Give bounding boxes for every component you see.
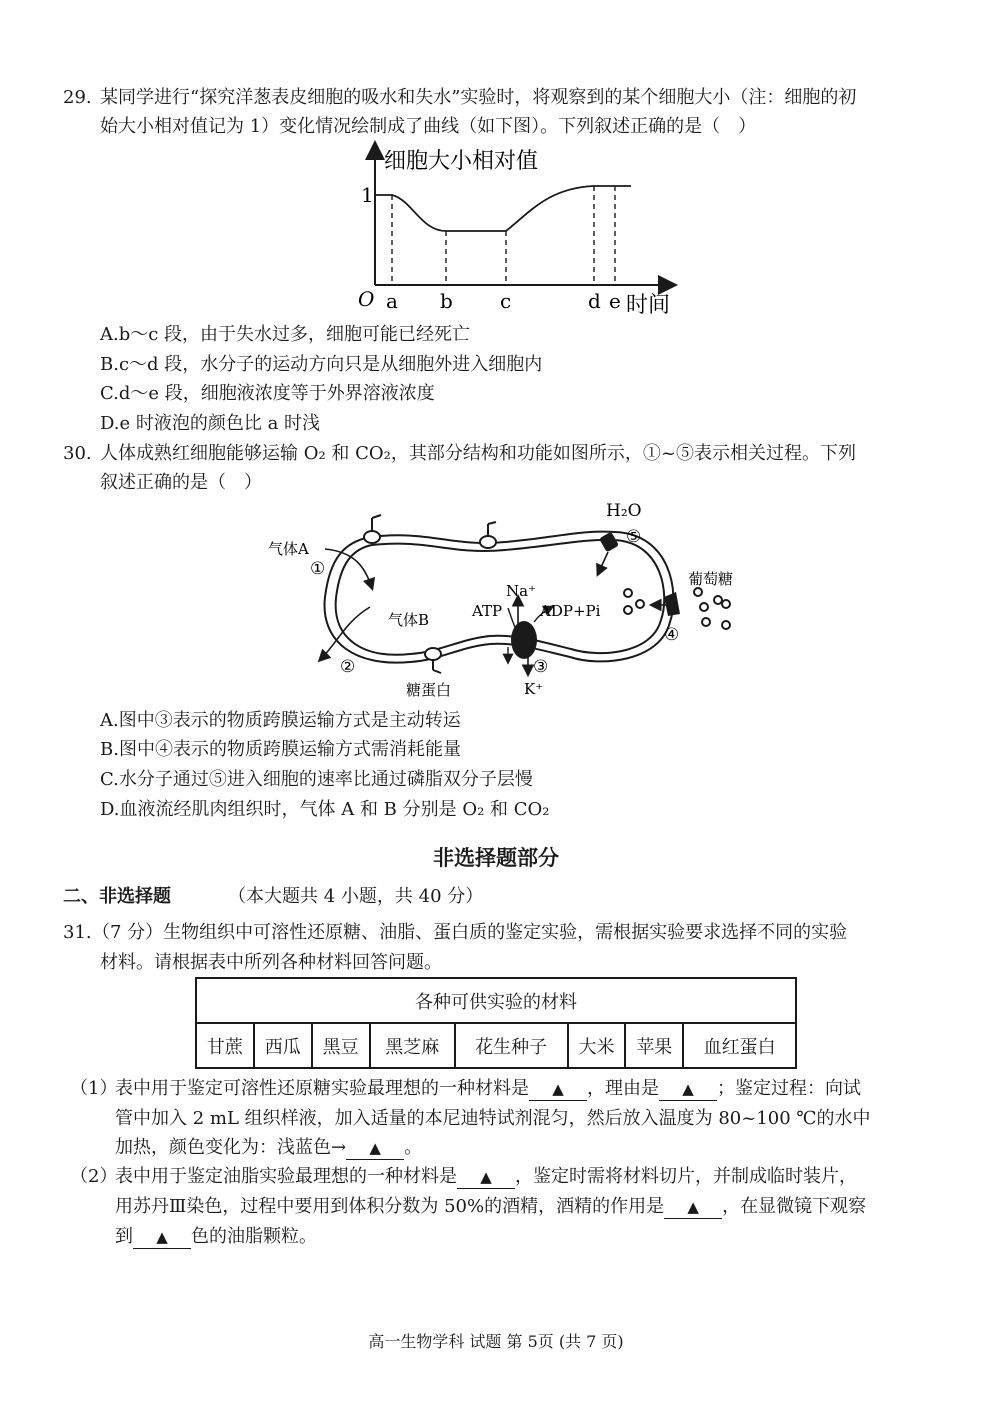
material-cell: 大米: [568, 1023, 626, 1068]
answer-blank[interactable]: [457, 1166, 515, 1189]
materials-table: [195, 977, 797, 1069]
red-blood-cell-diagram: [260, 492, 760, 702]
blank-marker: ▲: [480, 1168, 492, 1186]
glycoprotein-label: 糖蛋白: [406, 681, 452, 699]
q31-sub2-text-a: 表中用于鉴定油脂实验最理想的一种材料是: [115, 1166, 457, 1187]
q31-sub1-number: （1）: [70, 1078, 118, 1099]
glucose-transporter: [664, 592, 680, 616]
x-axis-label: 时间: [626, 293, 671, 318]
answer-blank[interactable]: [346, 1137, 404, 1160]
q31-sub1-text-a: 表中用于鉴定可溶性还原糖实验最理想的一种材料是: [115, 1078, 529, 1099]
gas-b-label: 气体B: [388, 611, 430, 629]
q30-option-b: B.图中④表示的物质跨膜运输方式需消耗能量: [100, 739, 461, 760]
materials-row: [196, 1023, 796, 1068]
gas-a-label: 气体A: [268, 540, 309, 558]
x-tick-label-c: c: [500, 289, 512, 313]
atp-label: ATP: [472, 602, 503, 620]
q29-option-d: D.e 时液泡的颜色比 a 时浅: [100, 413, 321, 434]
answer-blank[interactable]: [133, 1226, 191, 1249]
answer-blank[interactable]: [664, 1196, 722, 1219]
water-label: H₂O: [606, 501, 642, 521]
glycoprotein-bottom: [425, 648, 441, 673]
q30-stem-line2: 叙述正确的是（ ）: [100, 472, 262, 493]
material-cell: 黑芝麻: [370, 1023, 455, 1068]
q31-sub1-line3: [115, 1136, 422, 1160]
q31-stem-line2: 材料。请根据表中所列各种材料回答问题。: [100, 952, 442, 973]
y-tick-label: 1: [361, 183, 374, 207]
q29-stem-line2: 始大小相对值记为 1）变化情况绘制成了曲线（如下图）。下列叙述正确的是（ ）: [100, 116, 757, 137]
q29-option-b: B.c～d 段，水分子的运动方向只是从细胞外进入细胞内: [100, 354, 543, 375]
q31-sub1-text-d: 加热，颜色变化为：浅蓝色→: [115, 1137, 347, 1158]
water-arrow: [598, 552, 608, 574]
cell-membrane-inner: [336, 540, 665, 655]
section-title: 非选择题部分: [433, 846, 559, 870]
x-tick-label-d: d: [588, 289, 601, 313]
water-channel: [599, 532, 619, 553]
glucose-label: 葡萄糖: [688, 570, 734, 588]
glycoprotein-top-left: [364, 515, 381, 543]
q31-sub2-text-f: 色的油脂颗粒。: [191, 1226, 317, 1247]
q31-stem-line1: （7 分）生物组织中可溶性还原糖、油脂、蛋白质的鉴定实验，需根据实验要求选择不同的实验: [92, 922, 848, 943]
process-3-label: ③: [533, 657, 549, 677]
q31-sub2-line3: [115, 1225, 317, 1249]
adp-label: ADP+Pi: [540, 602, 601, 620]
material-cell: 血红蛋白: [683, 1023, 796, 1068]
q31-sub2-line1: [115, 1165, 857, 1189]
q30-option-a: A.图中③表示的物质跨膜运输方式是主动转运: [100, 710, 461, 731]
answer-blank[interactable]: [529, 1078, 587, 1101]
question-number-31: 31.: [63, 922, 92, 943]
q31-sub1-line1: [115, 1077, 861, 1101]
na-label: Na⁺: [506, 582, 536, 600]
q30-option-c: C.水分子通过⑤进入细胞的速率比通过磷脂双分子层慢: [100, 769, 533, 790]
cell-size-curve: [375, 186, 631, 231]
q31-sub1-text-b: ，理由是: [587, 1078, 659, 1099]
blank-marker: ▲: [687, 1198, 699, 1216]
material-cell: 苹果: [625, 1023, 683, 1068]
material-cell: 黑豆: [312, 1023, 370, 1068]
section-heading: 二、非选择题: [63, 886, 171, 907]
process-2-label: ②: [340, 657, 356, 677]
x-tick-label-e: e: [609, 289, 621, 313]
question-number-30: 30.: [63, 443, 92, 464]
section-note: （本大题共 4 小题，共 40 分）: [228, 886, 484, 907]
q31-sub2-text-b: ，鉴定时需将材料切片，并制成临时装片，: [515, 1166, 857, 1187]
q31-sub1-text-e: 。: [404, 1137, 423, 1158]
q30-option-d: D.血液流经肌肉组织时，气体 A 和 B 分别是 O₂ 和 CO₂: [100, 799, 550, 820]
answer-blank[interactable]: [659, 1078, 717, 1101]
q29-option-c: C.d～e 段，细胞液浓度等于外界溶液浓度: [100, 383, 435, 404]
q29-option-a: A.b～c 段，由于失水过多，细胞可能已经死亡: [100, 324, 471, 345]
page-footer: 高一生物学科 试题 第 5页 (共 7 页): [368, 1332, 624, 1351]
k-label: K⁺: [524, 680, 544, 698]
x-tick-label-b: b: [440, 289, 453, 313]
material-cell: 甘蔗: [196, 1023, 254, 1068]
question-number-29: 29.: [63, 87, 92, 108]
q30-stem-line1: 人体成熟红细胞能够运输 O₂ 和 CO₂，其部分结构和功能如图所示，①~⑤表示相关过程。下列: [100, 443, 856, 464]
q31-sub2-number: （2）: [70, 1166, 118, 1187]
q31-sub2-text-c: 用苏丹Ⅲ染色，过程中要用到体积分数为 50%的酒精，酒精的作用是: [115, 1196, 665, 1217]
origin-label: O: [358, 287, 375, 311]
blank-marker: ▲: [369, 1139, 381, 1157]
blank-marker: ▲: [552, 1080, 564, 1098]
q31-sub2-line2: [115, 1195, 866, 1219]
cell-size-chart: [350, 140, 690, 325]
y-axis-label: 细胞大小相对值: [384, 149, 539, 174]
material-cell: 西瓜: [254, 1023, 312, 1068]
q31-sub2-text-d: ，在显微镜下观察: [722, 1196, 867, 1217]
process-4-label: ④: [664, 625, 680, 645]
materials-table-header: 各种可供实验的材料: [196, 978, 796, 1023]
q31-sub1-text-c: ；鉴定过程：向试: [717, 1078, 861, 1099]
x-tick-label-a: a: [386, 289, 398, 313]
glycoprotein-top-middle: [480, 522, 496, 548]
atp-arrow: [508, 608, 516, 630]
blank-marker: ▲: [682, 1080, 694, 1098]
process-1-label: ①: [310, 559, 326, 579]
q31-sub1-line2: 管中加入 2 mL 组织样液，加入适量的本尼迪特试剂混匀，然后放入温度为 80~100 ℃的水中: [115, 1108, 871, 1129]
q29-stem-line1: 某同学进行“探究洋葱表皮细胞的吸水和失水”实验时，将观察到的某个细胞大小（注：细胞的初: [100, 87, 857, 108]
material-cell: 花生种子: [455, 1023, 568, 1068]
q31-sub2-text-e: 到: [115, 1226, 133, 1247]
process-5-label: ⑤: [626, 527, 642, 547]
blank-marker: ▲: [156, 1228, 168, 1246]
